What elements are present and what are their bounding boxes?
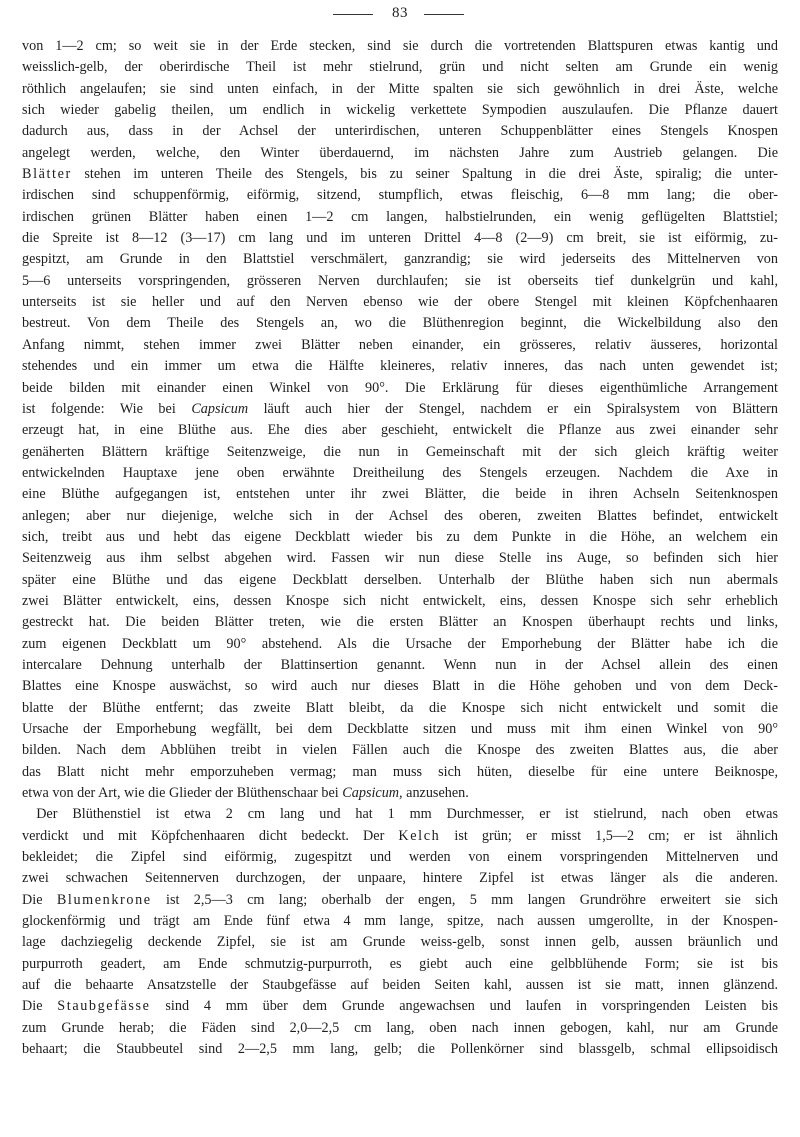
text-line: stehendes und ein immer um etwa die Hälfte kleineres, relativ inneres, das nach unten gewendet ist; xyxy=(22,358,778,375)
text-line: sich wieder gabelig theilen, um endlich in wickelig verkettete Sympodien auszulaufen. Die Pflanze dauert xyxy=(22,102,778,119)
text-line: zum eigenen Deckblatt um 90° abstehend. Als die Ursache der Emporhebung der Blätter habe ich die xyxy=(22,635,778,652)
text-line: erzeugt hat, in eine Blüthe aus. Ehe dies aber geschieht, entwickelt die Pflanze aus zwei einander sehr xyxy=(22,422,778,439)
text-line: später eine Blüthe und das eigene Deckblatt derselben. Unterhalb der Blüthe haben sich nun abermals xyxy=(22,571,778,588)
text-line xyxy=(22,783,778,804)
text-line: intercalare Dehnung unterhalb der Blattinsertion genannt. Wenn nun in der Achsel allein des einen xyxy=(22,656,778,673)
text-line: glockenförmig und trägt am Ende fünf etwa 4 mm lange, spitze, nach aussen umgerollte, in der Knospen- xyxy=(22,913,778,930)
text-line: gestreckt hat. Die beiden Blätter treten, wie die ersten Blätter an Knospen überhaupt rechts und links, xyxy=(22,614,778,631)
text-line: behaart; die Staubbeutel sind 2—2,5 mm lang, gelb; die Pollenkörner sind blassgelb, schmal ellipsoidisch xyxy=(22,1041,778,1058)
text-fragment: Der Blüthenstiel ist etwa 2 cm lang und hat 1 mm Durchmesser, er ist stielrund, nach oben etwas xyxy=(36,806,778,823)
spaced-term-blaetter: Blätter xyxy=(22,166,72,183)
text-line xyxy=(22,164,778,185)
text-line: das Blatt nicht mehr emporzuheben vermag; man muss sich hüten, dieselbe für eine untere Beiknospe, xyxy=(22,763,778,780)
text-line: die Spreite ist 8—12 (3—17) cm lang und im unteren Drittel 4—8 (2—9) cm breit, sie ist eiförmig, zu- xyxy=(22,230,778,247)
header-rule-right xyxy=(424,14,464,15)
text-line: Blattes eine Knospe auswächst, so wird auch nur dieses Blatt in die Höhe gehoben und von dem Deck- xyxy=(22,678,778,695)
text-fragment: etwa von der Art, wie die Glieder der Blüthenschaar bei xyxy=(22,785,343,802)
spaced-term-blumenkrone: Blumenkrone xyxy=(56,891,152,908)
text-line: irdischen grünen Blätter haben einen 1—2 cm langen, halbstielrunden, ein wenig geflügelten Blattstiel; xyxy=(22,208,778,225)
text-fragment: Die xyxy=(22,998,58,1015)
text-line: zwei Blätter entwickelt, eins, dessen Knospe sich nicht entwickelt, eins, dessen Knospe sich sehr erheblich xyxy=(22,592,778,609)
text-line xyxy=(22,996,778,1017)
text-line: lage dachziegelig deckende Zipfel, sie ist am Grunde weiss-gelb, sonst innen gelb, aussen bräunlich und xyxy=(22,934,778,951)
text-fragment: stehen im unteren Theile des Stengels, bis zu seiner Spaltung in die drei Äste, spiralig; die unter- xyxy=(71,166,778,183)
text-fragment: verdickt und mit Köpfchenhaaren dicht bedeckt. Der xyxy=(22,827,399,844)
text-line: irdischen sind schuppenförmig, eiförmig, sitzend, stumpflich, etwas fleischig, 6—8 mm lang; die ober- xyxy=(22,187,778,204)
text-line: unterseits ist sie heller und auf den Nerven ebenso wie der obere Stengel mit kleinen Köpfchenhaaren xyxy=(22,294,778,311)
spaced-term-kelch: Kelch xyxy=(398,827,441,844)
text-line: zum Grunde herab; die Fäden sind 2,0—2,5 cm lang, oben nach innen gebogen, kahl, nur am Grunde xyxy=(22,1019,778,1036)
text-fragment: ist folgende: Wie bei xyxy=(22,400,192,417)
text-line: weisslich-gelb, der oberirdische Theil ist mehr stielrund, grün und nicht selten am Grunde ein wenig xyxy=(22,59,778,76)
text-line: bilden. Nach dem Abblühen treibt in vielen Fällen auch die Knospe des zweiten Blattes aus, die aber xyxy=(22,742,778,759)
text-line: anlegen; aber nur diejenige, welche sich in der Achsel des oberen, zweiten Blattes befindet, entwickelt xyxy=(22,507,778,524)
text-line: purpurroth geadert, am Ende schmutzig-purpurroth, es giebt auch eine gelbblühende Form; sie ist bis xyxy=(22,955,778,972)
text-line: röthlich angelaufen; sie sind unten einfach, in der Mitte spalten sie sich gewöhnlich in drei Äste, welche xyxy=(22,80,778,97)
text-line xyxy=(22,826,778,847)
text-line: Anfang nimmt, stehen immer zwei Blätter neben einander, ein grösseres, relativ äusseres, horizontal xyxy=(22,336,778,353)
text-line: sich, treibt aus und hebt das eigene Deckblatt wieder bis zu dem Punkte in die Höhe, an welchem ein xyxy=(22,528,778,545)
text-fragment: ist 2,5—3 cm lang; oberhalb der engen, 5 mm langen Grundröhre erweitert sie sich xyxy=(151,891,778,908)
text-line: angelegt werden, welche, den Winter überdauernd, im nächsten Jahre zum Austrieb gelangen. Die xyxy=(22,144,778,161)
text-fragment: Die xyxy=(22,891,57,908)
text-line: dadurch aus, dass in der Achsel der unterirdischen, unteren Schuppenblätter eines Stengels Knospen xyxy=(22,123,778,140)
text-fragment: läuft auch hier der Stengel, nachdem er ein Spiralsystem von Blättern xyxy=(248,400,778,417)
spaced-term-staubgefaesse: Staubgefässe xyxy=(57,998,151,1015)
text-line: Ursache der Emporhebung wegfällt, bei dem Deckblatte sitzen und muss mit ihm einen Winkel von 90° xyxy=(22,721,778,737)
text-line: 5—6 unterseits vorspringenden, grösseren Nerven durchlaufen; sie ist oberseits tief dunkelgrün und kahl, xyxy=(22,272,778,289)
text-line: bestreut. Von dem Theile des Stengels an, wo die Blüthenregion beginnt, die Wickelbildung also den xyxy=(22,315,778,332)
text-fragment: anzusehen. xyxy=(402,785,469,802)
text-line: bekleidet; die Zipfel sind eiförmig, zugespitzt und werden von einem vorspringenden Mittelnerven und xyxy=(22,849,778,866)
text-line xyxy=(22,399,778,420)
italic-term-capsicum: Capsicum, xyxy=(342,785,403,802)
body-text xyxy=(22,36,778,1061)
text-line: entwickelnden Hauptaxe jene oben erwähnte Dreitheilung des Stengels erzeugen. Nachdem die Axe in xyxy=(22,464,778,481)
book-page xyxy=(22,0,779,1058)
text-line: genäherten Blättern kräftige Seitenzweige, die nun in Gemeinschaft mit der sich gleich kräftig weiter xyxy=(22,443,778,460)
text-line xyxy=(22,804,778,825)
text-line xyxy=(22,890,778,911)
text-line: auf die behaarte Ansatzstelle der Staubgefässe auf beiden Seiten kahl, aussen ist sie matt, innen glänzend. xyxy=(22,977,778,994)
text-line: blatte der Blüthe entfernt; das zweite Blatt bleibt, da die Knospe sich nicht entwickelt und somit die xyxy=(22,699,778,716)
text-line: von 1—2 cm; so weit sie in der Erde stecken, sind sie durch die vortretenden Blattspuren etwas kantig und xyxy=(22,38,778,54)
text-line: eine Blüthe aufgegangen ist, entstehen unter ihr zwei Blätter, die beide in ihren Achseln Seitenknospen xyxy=(22,486,778,503)
text-line: Seitenzweig aus ihm selbst abgehen wird. Fassen wir nun diese Stelle ins Auge, so befinden sich hier xyxy=(22,550,778,567)
text-line: beide bilden mit einander einen Winkel von 90°. Die Erklärung für dieses eigenthümliche Arrangement xyxy=(22,379,778,396)
text-line: zwei schwachen Seitennerven durchzogen, der unpaare, hintere Zipfel ist etwas länger als die anderen. xyxy=(22,870,778,887)
text-fragment: ist grün; er misst 1,5—2 cm; er ist ähnlich xyxy=(440,827,779,844)
text-fragment: sind 4 mm über dem Grunde angewachsen und laufen in vorspringenden Leisten bis xyxy=(150,998,778,1015)
page-number: 83 xyxy=(392,5,408,21)
text-line: gespitzt, am Grunde in den Blattstiel verschmälert, ganzrandig; sie wird jederseits des Mittelnerven von xyxy=(22,251,778,268)
italic-term-capsicum: Capsicum xyxy=(191,400,249,417)
